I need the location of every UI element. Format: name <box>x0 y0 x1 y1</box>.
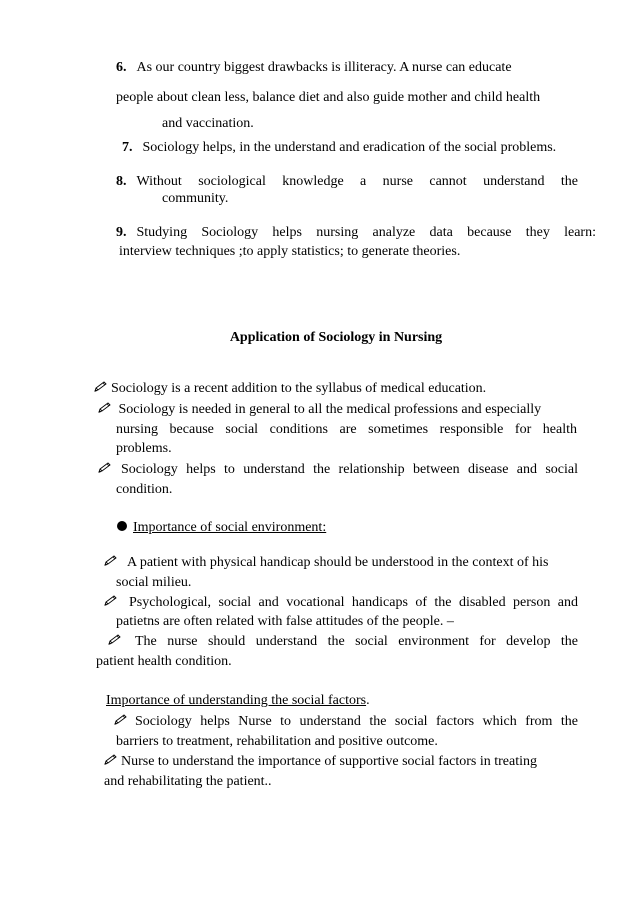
env-bullet-1-line-2: social milieu. <box>116 575 192 590</box>
section-title: Application of Sociology in Nursing <box>229 330 443 345</box>
pencil-icon <box>108 634 121 646</box>
factors-bullet-2-line-2: and rehabilitating the patient.. <box>104 774 272 789</box>
env-bullet-1-line-1 <box>104 555 578 571</box>
pencil-icon <box>98 462 111 474</box>
factors-bullet-1-line-2: barriers to treatment, rehabilitation and positive outcome. <box>116 734 438 749</box>
item-number: 9. <box>116 225 127 240</box>
env-bullet-3-line-1 <box>108 634 578 650</box>
bullet-3-line-1 <box>98 462 578 478</box>
item-6-line-2: people about clean less, balance diet and also guide mother and child health <box>116 90 541 105</box>
item-number: 7. <box>122 140 133 155</box>
pencil-icon <box>98 402 111 414</box>
bullet-1-line-1 <box>94 381 486 397</box>
item-6-line-3: and vaccination. <box>162 116 254 131</box>
bullet-text: Nurse to understand the importance of supportive social factors in treating <box>121 754 537 769</box>
env-heading-text: Importance of social environment: <box>133 520 327 535</box>
item-9-line-1 <box>116 225 596 241</box>
pencil-icon <box>104 754 117 766</box>
bullet-3-line-2: condition. <box>116 482 173 497</box>
bullet-text: Sociology is a recent addition to the syllabus of medical education. <box>111 381 487 396</box>
bullet-2-line-1 <box>98 402 578 418</box>
bullet-text: The nurse should understand the social environment for develop the <box>135 634 578 649</box>
factors-heading <box>106 693 370 709</box>
bullet-text: A patient with physical handicap should be understood in the context of his <box>127 555 549 570</box>
factors-heading-text: Importance of understanding the social factors <box>106 693 367 708</box>
item-text: Without sociological knowledge a nurse cannot understand the <box>136 174 578 189</box>
bullet-2-line-3: problems. <box>116 441 172 456</box>
pencil-icon <box>94 381 107 393</box>
env-bullet-2-line-2: patietns are often related with false attitudes of the people. – <box>116 614 454 629</box>
factors-bullet-1-line-1 <box>114 714 578 730</box>
pencil-icon <box>114 714 127 726</box>
env-bullet-2-line-1 <box>104 595 578 611</box>
item-number: 8. <box>116 174 127 189</box>
bullet-text: Sociology helps Nurse to understand the social factors which from the <box>135 714 578 729</box>
item-number: 6. <box>116 60 127 75</box>
env-heading <box>117 520 326 536</box>
item-8-line-1 <box>116 174 578 190</box>
item-9-line-2: interview techniques ;to apply statistics; to generate theories. <box>119 244 461 259</box>
bullet-text: Psychological, social and vocational handicaps of the disabled person and <box>129 595 578 610</box>
env-bullet-3-line-2: patient health condition. <box>96 654 232 669</box>
filled-circle-icon <box>117 521 127 531</box>
bullet-2-line-2: nursing because social conditions are sometimes responsible for health <box>116 422 577 437</box>
item-text: Sociology helps, in the understand and eradication of the social problems. <box>142 140 557 155</box>
item-8-line-2: community. <box>162 191 229 206</box>
bullet-text: Sociology is needed in general to all the medical professions and especially <box>118 402 542 417</box>
item-7-line-1 <box>122 140 556 156</box>
item-text: Studying Sociology helps nursing analyze data because they learn: <box>136 225 596 240</box>
item-text: As our country biggest drawbacks is illiteracy. A nurse can educate <box>136 60 512 75</box>
bullet-text: Sociology helps to understand the relationship between disease and social <box>121 462 578 477</box>
item-6-line-1 <box>116 60 578 76</box>
pencil-icon <box>104 595 117 607</box>
pencil-icon <box>104 555 117 567</box>
factors-heading-suffix: . <box>366 693 370 708</box>
factors-bullet-2-line-1 <box>104 754 578 770</box>
